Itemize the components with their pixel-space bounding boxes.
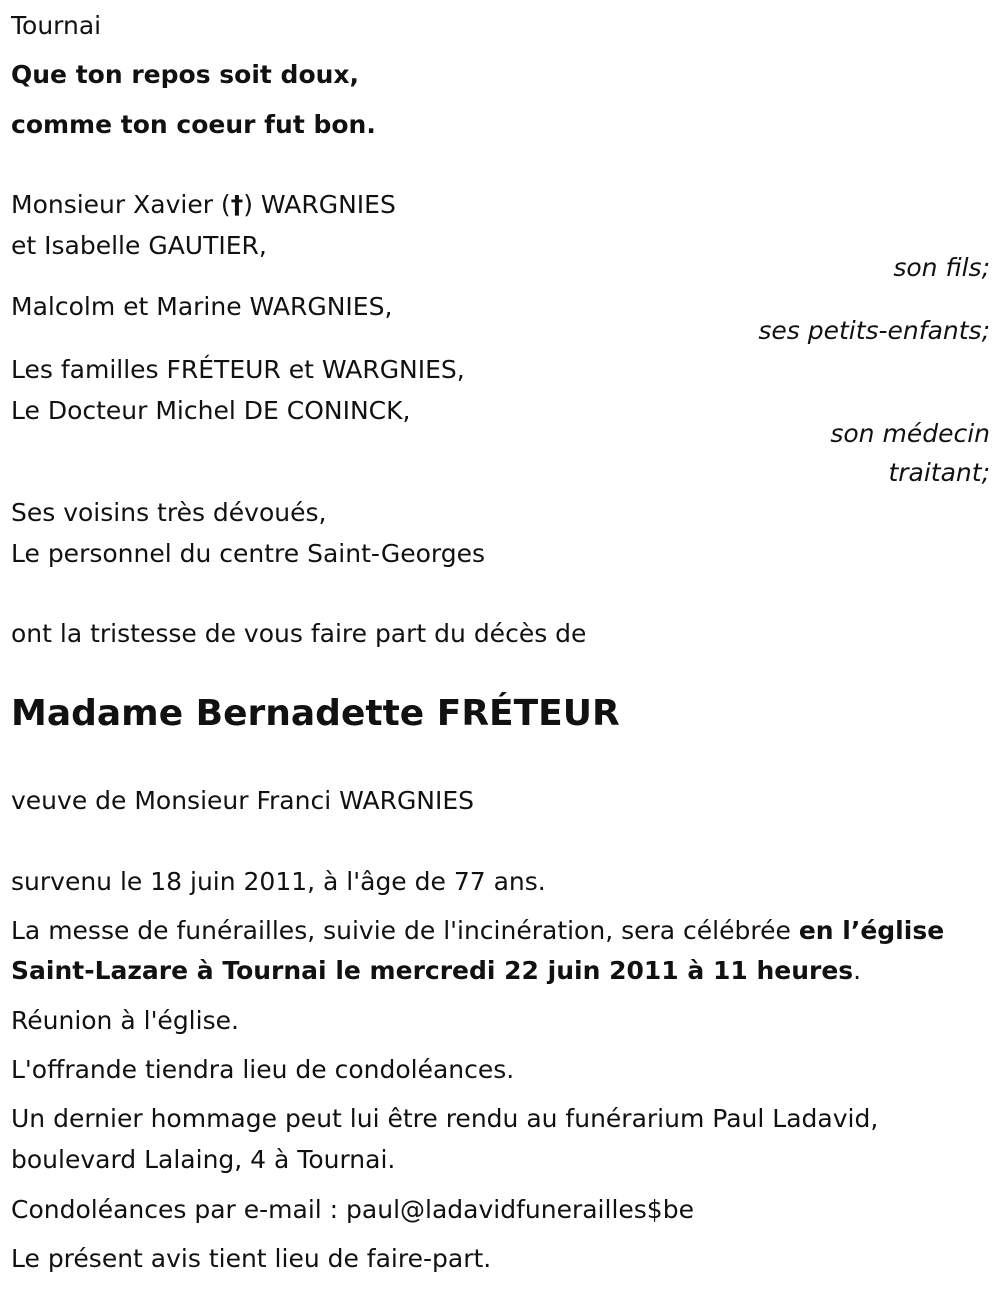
widow-of-line: veuve de Monsieur Franci WARGNIES bbox=[11, 786, 475, 815]
son-name-suffix: ) WARGNIES bbox=[243, 190, 396, 219]
death-info-line: survenu le 18 juin 2011, à l'âge de 77 ans. bbox=[11, 867, 546, 896]
epitaph-line-2: comme ton coeur fut bon. bbox=[11, 110, 376, 139]
mass-end: . bbox=[853, 956, 862, 985]
tribute-line-1: Un dernier hommage peut lui être rendu au funérarium Paul Ladavid, bbox=[11, 1104, 879, 1133]
mass-location-part-1: en l’église bbox=[798, 916, 945, 945]
son-relation: son fils; bbox=[893, 253, 990, 282]
city-label: Tournai bbox=[11, 11, 102, 40]
son-name-prefix: Monsieur Xavier ( bbox=[11, 190, 231, 219]
grandchildren-line: Malcolm et Marine WARGNIES, bbox=[11, 292, 393, 321]
grandchildren-relation: ses petits-enfants; bbox=[758, 316, 990, 345]
deceased-name: Madame Bernadette FRÉTEUR bbox=[11, 693, 620, 734]
mass-text: La messe de funérailles, suivie de l'incinération, sera célébrée bbox=[11, 916, 799, 945]
announcement-intro: ont la tristesse de vous faire part du décès de bbox=[11, 619, 587, 648]
staff-line: Le personnel du centre Saint-Georges bbox=[11, 539, 485, 568]
closing-line: Le présent avis tient lieu de faire-part. bbox=[11, 1244, 492, 1273]
epitaph-line-1: Que ton repos soit doux, bbox=[11, 60, 360, 89]
mass-line-2 bbox=[11, 951, 861, 991]
mass-location-part-2: Saint-Lazare à Tournai le mercredi 22 juin 2011 à 11 heures bbox=[11, 956, 854, 985]
neighbours-line: Ses voisins très dévoués, bbox=[11, 498, 327, 527]
mass-line-1 bbox=[11, 911, 944, 951]
doctor-line: Le Docteur Michel DE CONINCK, bbox=[11, 396, 411, 425]
offering-line: L'offrande tiendra lieu de condoléances. bbox=[11, 1055, 515, 1084]
condolences-line: Condoléances par e-mail : paul@ladavidfunerailles$be bbox=[11, 1195, 694, 1224]
son-line-1 bbox=[11, 185, 396, 225]
cross-icon: † bbox=[230, 190, 244, 219]
meeting-line: Réunion à l'église. bbox=[11, 1006, 239, 1035]
doctor-relation-line-2: traitant; bbox=[888, 458, 990, 487]
doctor-relation-line-1: son médecin bbox=[830, 419, 990, 448]
families-line: Les familles FRÉTEUR et WARGNIES, bbox=[11, 355, 465, 384]
son-line-2: et Isabelle GAUTIER, bbox=[11, 231, 267, 260]
tribute-line-2: boulevard Lalaing, 4 à Tournai. bbox=[11, 1145, 396, 1174]
